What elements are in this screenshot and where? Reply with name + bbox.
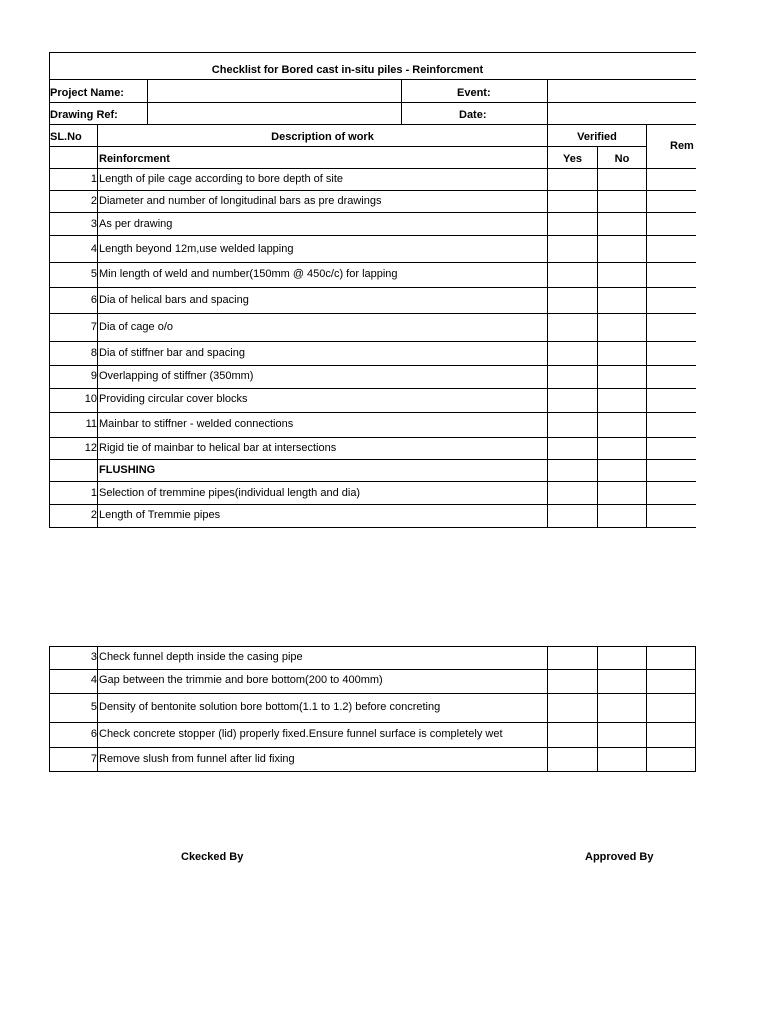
description-header: Description of work [271,131,374,143]
remarks-header: Rem [670,140,694,152]
row-number: 2 [90,509,97,521]
row-description: As per drawing [99,218,173,230]
row-number: 7 [90,753,97,765]
row-description: Remove slush from funnel after lid fixing [99,753,295,765]
date-field[interactable] [548,103,696,124]
date-label: Date: [459,109,487,121]
row-number: 4 [90,674,97,686]
row-description: Diameter and number of longitudinal bars as pre drawings [99,195,382,207]
row-description: Length of Tremmie pipes [99,509,221,521]
row-description: Overlapping of stiffner (350mm) [99,370,254,382]
row-number: 1 [90,173,97,185]
page-title: Checklist for Bored cast in-situ piles - Reinforcment [211,64,484,76]
no-header: No [614,153,630,165]
row-description: Dia of stiffner bar and spacing [99,347,245,359]
row-description: Check concrete stopper (lid) properly fixed.Ensure funnel surface is completely wet [99,728,503,740]
row-number: 12 [84,442,97,454]
row-number: 3 [90,218,97,230]
sl-no-header: SL.No [50,131,82,143]
row-number: 6 [90,728,97,740]
row-description: Rigid tie of mainbar to helical bar at intersections [99,442,337,454]
row-description: Density of bentonite solution bore bottom(1.1 to 1.2) before concreting [99,701,441,713]
section-flushing: FLUSHING [99,464,156,476]
row-description: Check funnel depth inside the casing pipe [99,651,303,663]
row-number: 3 [90,651,97,663]
drawing-ref-field[interactable] [148,103,401,124]
row-description: Gap between the trimmie and bore bottom(200 to 400mm) [99,674,383,686]
row-number: 7 [90,321,97,333]
row-number: 10 [84,393,97,405]
row-number: 5 [90,268,97,280]
row-number: 5 [90,701,97,713]
row-description: Providing circular cover blocks [99,393,248,405]
event-label: Event: [457,87,491,99]
row-description: Dia of helical bars and spacing [99,294,249,306]
row-number: 9 [90,370,97,382]
row-description: Selection of tremmine pipes(individual length and dia) [99,487,361,499]
row-description: Mainbar to stiffner - welded connections [99,418,294,430]
drawing-ref-label: Drawing Ref: [50,109,118,121]
row-description: Length beyond 12m,use welded lapping [99,243,294,255]
row-description: Length of pile cage according to bore depth of site [99,173,344,185]
row-description: Min length of weld and number(150mm @ 450c/c) for lapping [99,268,398,280]
row-number: 2 [90,195,97,207]
approved-by-label: Approved By [585,851,654,863]
project-name-field[interactable] [148,80,401,102]
event-field[interactable] [548,80,696,102]
row-number: 1 [90,487,97,499]
section-reinforcement: Reinforcment [99,153,170,165]
row-number: 8 [90,347,97,359]
row-description: Dia of cage o/o [99,321,173,333]
verified-header: Verified [577,131,617,143]
checked-by-label: Ckecked By [181,851,244,863]
row-number: 11 [85,418,97,430]
yes-header: Yes [563,153,582,165]
row-number: 6 [90,294,97,306]
row-number: 4 [90,243,97,255]
project-name-label: Project Name: [50,87,124,99]
